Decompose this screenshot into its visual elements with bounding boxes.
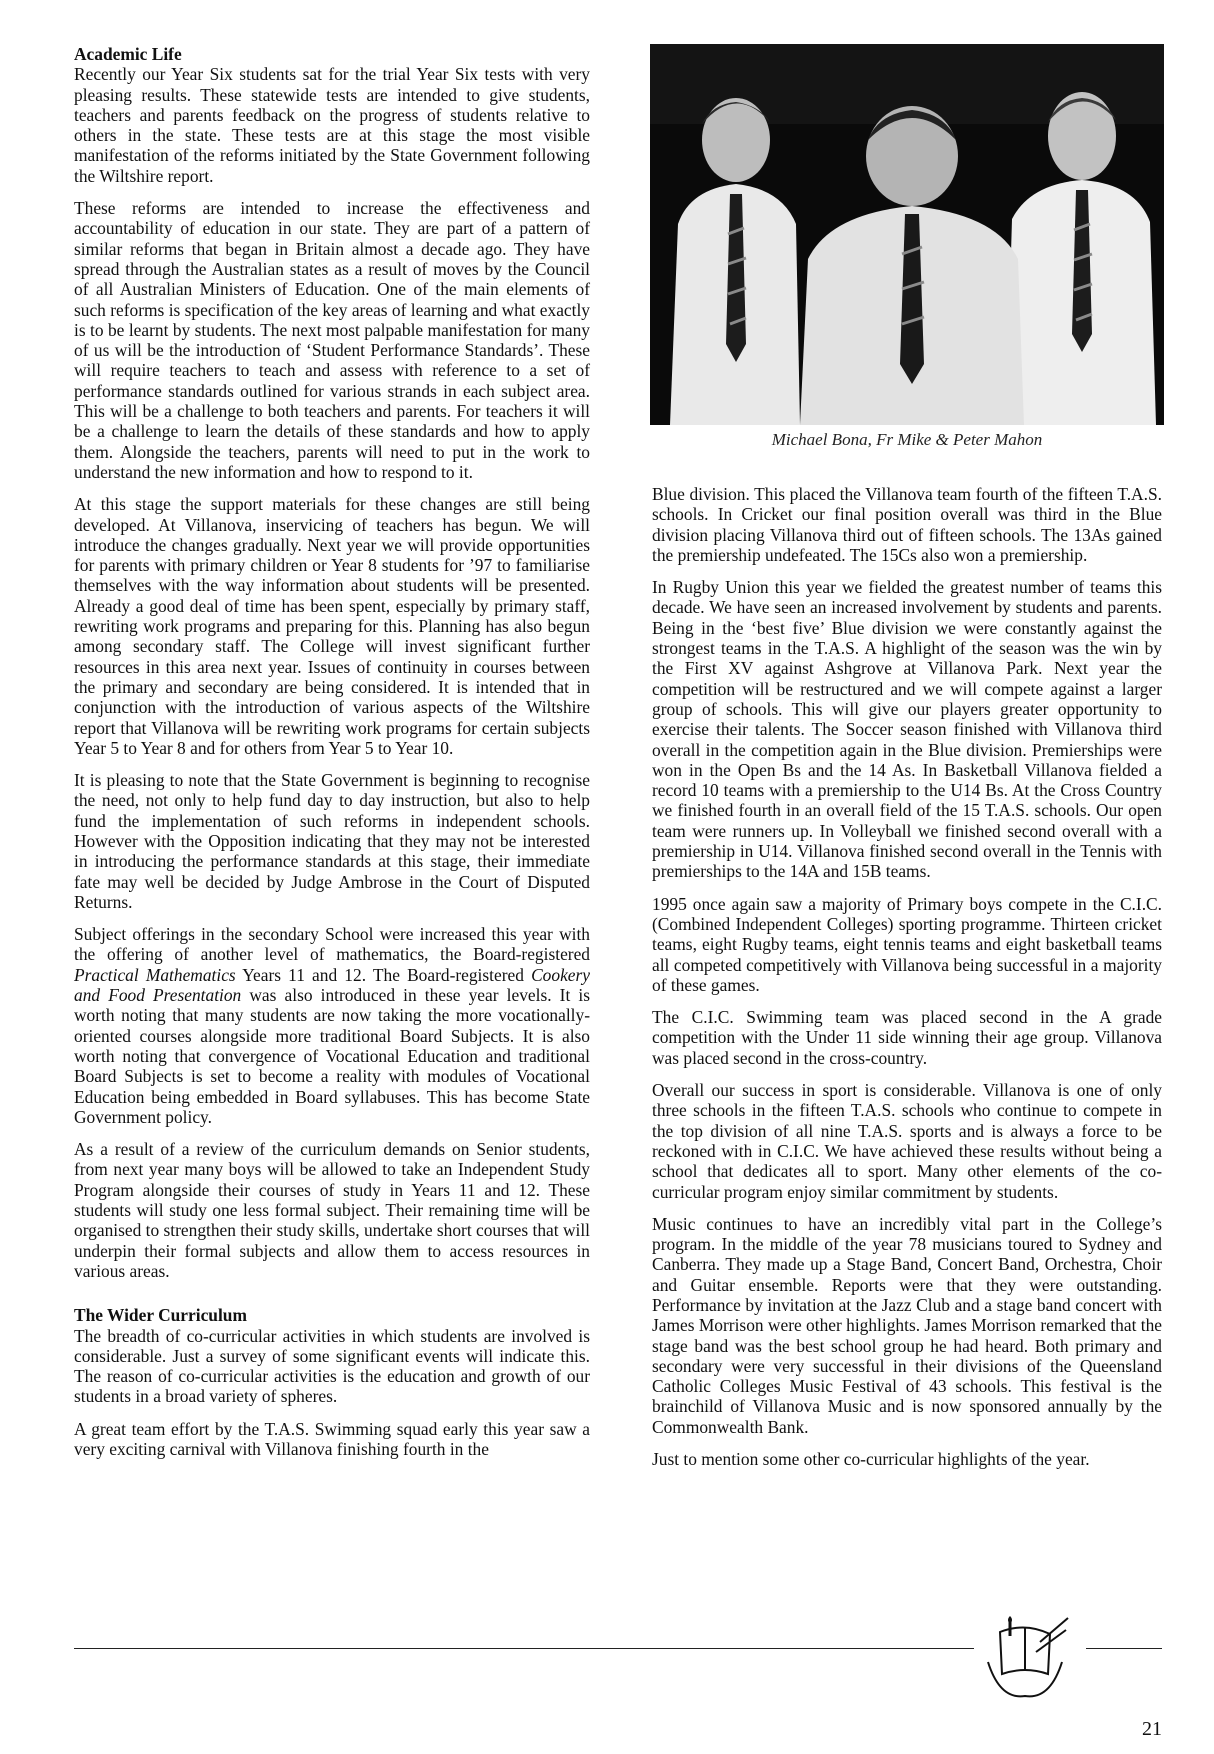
sport-paragraph-2: In Rugby Union this year we fielded the greatest number of teams this decade. We have seen an increased involvement by students and parents. Being in the ‘best five’ Blue division we were constantly against the strongest teams in the T.A.S. A highlight of the season was the win by the First XV against Ashgrove at Villanova Park. Next year the competition will be restructured and we will compete against a larger group of schools. This will give our players greater opportunity to exercise their talents. The Soccer season finished with Villanova third overall in the competition again in the Blue division. Premierships were won in the Open Bs and the 14 As. In Basketball Villanova fielded a record 10 teams with a premiership to the U14 Bs. At the Cross Country we finished fourth in an overall field of the 15 T.A.S. schools. Our open team were runners up. In Volleyball we finished second overall with a premiership in U14. Villanova finished second overall in the Tennis with premierships to the 14A and 15B teams. — [652, 577, 1162, 882]
photo-illustration — [650, 44, 1164, 425]
photo-caption: Michael Bona, Fr Mike & Peter Mahon — [771, 430, 1043, 449]
wider-curriculum-paragraph-2: A great team effort by the T.A.S. Swimming squad early this year saw a very exciting carnival with Villanova finishing fourth in the — [74, 1418, 590, 1459]
academic-life-paragraph-6: As a result of a review of the curriculum demands on Senior students, from next year many boys will be allowed to take an Independent Study Program alongside their courses of study in Years 11 and 12. These students will study one less formal subject. Their remaining time will be organised to strengthen their study skills, undertake short courses that will underpin their formal subjects and allow them to access resources in various areas. — [74, 1139, 590, 1281]
footer-rule-right — [1086, 1648, 1162, 1649]
paragraph-5-text-c: was also introduced in these year levels. It is worth noting that many students are now taking the more vocationally-oriented courses alongside more traditional Board Subjects. It is also worth noting that convergence of Vocational Education and traditional Board Subjects is set to become a reality with modules of Vocational Education being embedded in Board syllabuses. This has become State Government policy. — [74, 985, 591, 1127]
sport-paragraph-3: 1995 once again saw a majority of Primary boys compete in the C.I.C. (Combined Independent Colleges) sporting programme. Thirteen cricket teams, eight Rugby teams, eight tennis teams and eight basketball teams all competed competitively with Villanova being successful in a majority of these games. — [652, 893, 1162, 995]
academic-life-heading: Academic Life — [74, 44, 182, 64]
wider-curriculum-paragraph-1: The breadth of co-curricular activities in which students are involved is considerable. Just a survey of some significant events will indicate this. The reason of co-curricular activities is the education and growth of our students in a broad variety of spheres. — [74, 1325, 590, 1407]
sport-paragraph-4: The C.I.C. Swimming team was placed second in the A grade competition with the Under 11 side winning their age group. Villanova was placed second in the cross-country. — [652, 1007, 1162, 1068]
wider-curriculum-heading: The Wider Curriculum — [74, 1305, 247, 1326]
sport-paragraph-1: Blue division. This placed the Villanova team fourth of the fifteen T.A.S. schools. In Cricket our final position overall was third in the Blue division placing Villanova third out of fifteen schools. The 13As gained the premiership undefeated. The 15Cs also won a premiership. — [652, 484, 1162, 565]
sport-paragraph-5: Overall our success in sport is considerable. Villanova is one of only three schools in the fifteen T.A.S. schools who continue to compete in the top division of all nine T.A.S. sports and is always a force to be reckoned with in C.I.C. We have achieved these results without being a school that dedicates all to sport. Many other elements of the co-curricular program enjoy similar commitment by students. — [652, 1080, 1162, 1202]
music-paragraph: Music continues to have an incredibly vital part in the College’s program. In the middle of the year 78 musicians toured to Sydney and Canberra. They made up a Stage Band, Concert Band, Orchestra, Choir and Guitar ensemble. Reports were that they were outstanding. Performance by invitation at the Jazz Club and a stage band concert with James Morrison were other highlights. James Morrison remarked that the stage band was the best school group he had heard. Both primary and secondary were very successful in their divisions of the Queensland Catholic Colleges Music Festival of 43 schools. This festival is the brainchild of Villanova Music and is now sponsored annually by the Commonwealth Bank. — [652, 1213, 1163, 1437]
footer-rule-left — [74, 1648, 974, 1649]
academic-life-paragraph-5 — [74, 924, 590, 1127]
paragraph-5-text-a: Subject offerings in the secondary School were increased this year with the offering of another level of mathematics, the Board-registered — [74, 924, 590, 965]
right-column — [652, 484, 1162, 1481]
academic-life-paragraph-2: These reforms are intended to increase the effectiveness and accountability of education in our state. They are part of a pattern of similar reforms that began in Britain almost a decade ago. They have spread through the Australian states as a result of moves by the Council of all Australian Ministers of Education. One of the main elements of such reforms is specification of the key areas of learning and what exactly is to be learnt by students. The next most palpable manifestation for many of us will be the introduction of ‘Student Performance Standards’. These will require teachers to teach and assess with reference to a set of performance standards outlined for various strands in each subject area. This will be a challenge to both teachers and parents. For teachers it will be a challenge to learn the details of these standards and how to apply them. Alongside the teachers, parents will need to put in the work to understand the new information and how to respond to it. — [74, 198, 590, 482]
group-photo — [650, 44, 1164, 425]
cookery-title: Cookery and Food Presentation — [74, 964, 590, 1006]
college-emblem-icon — [970, 1612, 1080, 1702]
paragraph-5-text-b: Years 11 and 12. The Board-registered — [235, 964, 532, 985]
closing-paragraph: Just to mention some other co-curricular highlights of the year. — [652, 1449, 1090, 1470]
left-column — [74, 44, 590, 1471]
academic-life-paragraph-1: Recently our Year Six students sat for the trial Year Six tests with very pleasing results. These statewide tests are intended to give students, teachers and parents feedback on the progress of students relative to others in the state. These tests are at this stage the most visible manifestation of the reforms initiated by the State Government following the Wiltshire report. — [74, 64, 590, 186]
academic-life-paragraph-3: At this stage the support materials for these changes are still being developed. At Villanova, inservicing of teachers has begun. We will introduce the changes gradually. Next year we will provide opportunities for parents with primary children or Year 8 students for ’97 to familiarise themselves with the way information about students will be presented. Already a good deal of time has been spent, especially by primary staff, rewriting work programs and preparing for this. Planning has also begun among secondary staff. The College will invest significant further resources in this area next year. Issues of continuity in courses between the primary and secondary are being considered. It is intended that in conjunction with the introduction of various aspects of the Wiltshire report that Villanova will be rewriting work programs for certain subjects Year 5 to Year 8 and for others from Year 5 to Year 10. — [74, 494, 590, 758]
page-number: 21 — [1142, 1718, 1162, 1740]
academic-life-paragraph-4: It is pleasing to note that the State Government is beginning to recognise the need, not only to help fund day to day instruction, but also to help fund the implementation of such reforms in independent schools. However with the Opposition indicating that they may not be interested in introducing the performance standards at this stage, their immediate fate may well be decided by Judge Ambrose in the Court of Disputed Returns. — [74, 770, 590, 912]
practical-mathematics-title: Practical Mathematics — [74, 964, 236, 985]
